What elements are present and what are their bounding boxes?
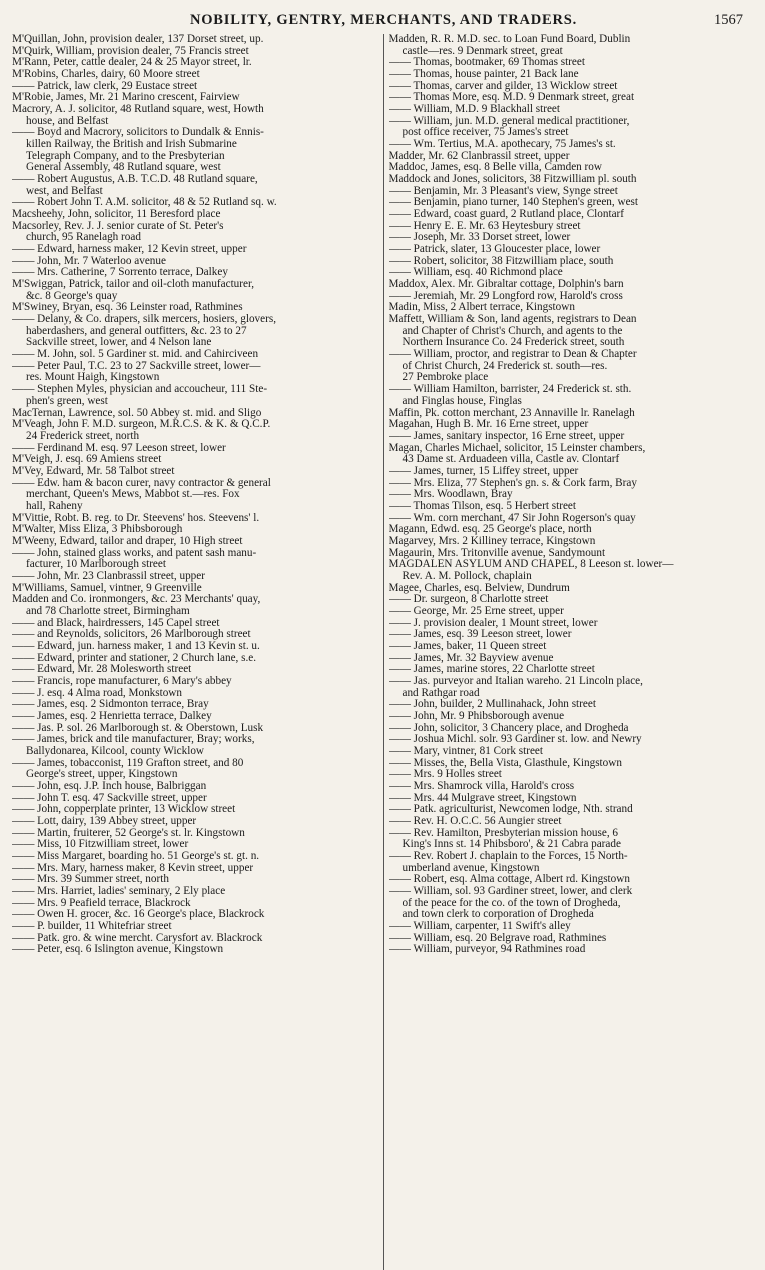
entry-line: —— Patrick, law clerk, 29 Eustace street: [12, 80, 198, 92]
directory-entry: [12, 944, 379, 956]
entry-line: —— Martin, fruiterer, 52 George's st. lr. Kingstown: [12, 827, 245, 839]
entry-line: —— Jeremiah, Mr. 29 Longford row, Harold's cross: [388, 290, 623, 302]
entry-line: —— Mrs. 9 Holles street: [388, 769, 502, 781]
directory-entry: [12, 524, 379, 536]
directory-entry: [12, 349, 379, 361]
entry-line: —— Misses, the, Bella Vista, Glasthule, Kingstown: [388, 757, 622, 769]
entry-line: —— Mrs. Eliza, 77 Stephen's gn. s. & Cork farm, Bray: [388, 477, 637, 489]
entry-line: —— Lott, dairy, 139 Abbey street, upper: [12, 816, 197, 828]
directory-entry: [389, 244, 756, 256]
entry-line: —— Dr. surgeon, 8 Charlotte street: [388, 594, 549, 606]
entry-line: —— Ferdinand M. esq. 97 Leeson street, lower: [12, 442, 226, 454]
entry-line: —— Peter, esq. 6 Islington avenue, Kingstown: [12, 944, 224, 956]
directory-entry: [12, 513, 379, 525]
entry-line: Magahan, Hugh B. Mr. 16 Erne street, upper: [388, 419, 589, 431]
directory-entry: [12, 921, 379, 933]
entry-line: —— Edward, coast guard, 2 Rutland place, Clontarf: [388, 209, 624, 221]
directory-entry: [12, 653, 379, 665]
right-column: [383, 34, 756, 1270]
directory-entry: [389, 478, 756, 490]
directory-entry: [389, 769, 756, 781]
entry-line: —— John, copperplate printer, 13 Wicklow street: [12, 804, 236, 816]
entry-line: M'Veagh, John F. M.D. surgeon, M.R.C.S. & K. & Q.C.P.: [12, 419, 271, 431]
entry-line: M'Swiney, Bryan, esq. 36 Leinster road, Rathmines: [12, 302, 243, 314]
directory-entry: [389, 116, 756, 139]
directory-entry: [12, 711, 379, 723]
entry-line: —— John, stained glass works, and patent sash manu-: [12, 547, 257, 559]
directory-entry: [12, 244, 379, 256]
directory-entry: [12, 781, 379, 793]
directory-entry: [12, 851, 379, 863]
directory-entry: [389, 302, 756, 314]
entry-line: —— Miss, 10 Fitzwilliam street, lower: [12, 839, 189, 851]
entry-line: —— and Reynolds, solicitors, 26 Marlborough street: [12, 629, 251, 641]
entry-line: —— James, marine stores, 22 Charlotte street: [388, 664, 595, 676]
entry-continuation-line: 27 Pembroke place: [402, 372, 489, 384]
directory-entry: [12, 384, 379, 407]
entry-line: Maddock and Jones, solicitors, 38 Fitzwilliam pl. south: [388, 174, 637, 186]
directory-entry: [12, 478, 379, 513]
directory-entry: [12, 618, 379, 630]
entry-continuation-line: post office receiver, 75 James's street: [402, 127, 569, 139]
entry-line: —— Patk. gro. & wine mercht. Carysfort av. Blackrock: [12, 932, 263, 944]
entry-line: —— Thomas Tilson, esq. 5 Herbert street: [388, 500, 576, 512]
directory-entry: [12, 758, 379, 781]
entry-line: Maffett, William & Son, land agents, registrars to Dean: [388, 314, 637, 326]
entry-line: M'Quirk, William, provision dealer, 75 Francis street: [12, 45, 249, 57]
entry-line: —— Jas. P. sol. 26 Marlborough st. & Oberstown, Lusk: [12, 722, 264, 734]
entry-line: —— John, builder, 2 Mullinahack, John street: [388, 699, 596, 711]
entry-continuation-line: George's street, upper, Kingstown: [26, 769, 178, 781]
entry-line: MacTernan, Lawrence, sol. 50 Abbey st. mid. and Sligo: [12, 407, 262, 419]
entry-line: —— William, proctor, and registrar to Dean & Chapter: [388, 349, 637, 361]
directory-entry: [389, 594, 756, 606]
entry-line: M'Rann, Peter, cattle dealer, 24 & 25 Mayor street, lr.: [12, 57, 252, 69]
directory-entry: [12, 81, 379, 93]
entry-line: M'Walter, Miss Eliza, 3 Phibsborough: [12, 524, 183, 536]
page-title: NOBILITY, GENTRY, MERCHANTS, AND TRADERS.: [189, 11, 578, 28]
directory-entry: [12, 676, 379, 688]
entry-line: M'Robie, James, Mr. 21 Marino crescent, Fairview: [12, 92, 240, 104]
entry-line: M'Swiggan, Patrick, tailor and oil-cloth manufacturer,: [12, 279, 255, 291]
entry-line: —— Benjamin, Mr. 3 Pleasant's view, Synge street: [388, 185, 618, 197]
directory-entry: [389, 606, 756, 618]
entry-line: Magaurin, Mrs. Tritonville avenue, Sandymount: [388, 547, 606, 559]
entry-continuation-line: Rev. A. M. Pollock, chaplain: [402, 570, 532, 582]
entry-line: —— Mrs. Mary, harness maker, 8 Kevin street, upper: [12, 862, 254, 874]
directory-entry: [389, 34, 756, 57]
directory-entry: [389, 886, 756, 921]
directory-entry: [389, 431, 756, 443]
directory-entry: [389, 583, 756, 595]
directory-entry: [12, 69, 379, 81]
left-column: [12, 34, 383, 1270]
directory-entry: [389, 851, 756, 874]
entry-line: —— Joseph, Mr. 33 Dorset street, lower: [388, 232, 571, 244]
entry-line: —— Thomas, bootmaker, 69 Thomas street: [388, 57, 585, 69]
entry-line: Madden and Co. ironmongers, &c. 23 Merchants' quay,: [12, 594, 261, 606]
directory-entry: [389, 267, 756, 279]
entry-line: —— James, Mr. 32 Bayview avenue: [388, 652, 554, 664]
entry-line: —— Robert, esq. Alma cottage, Albert rd. Kingstown: [388, 874, 630, 886]
entry-continuation-line: Sackville street, lower, and 4 Nelson lane: [26, 337, 212, 349]
entry-continuation-line: 24 Frederick street, north: [26, 430, 140, 442]
entry-line: —— Mary, vintner, 81 Cork street: [388, 745, 543, 757]
directory-entry: [12, 734, 379, 757]
directory-entry: [389, 548, 756, 560]
entry-line: MAGDALEN ASYLUM AND CHAPEL, 8 Leeson st. lower—: [388, 559, 674, 571]
directory-entry: [12, 571, 379, 583]
directory-entry: [12, 898, 379, 910]
directory-entry: [12, 886, 379, 898]
directory-entry: [12, 454, 379, 466]
entry-line: —— James, tobacconist, 119 Grafton street, and 80: [12, 757, 244, 769]
entry-line: —— William Hamilton, barrister, 24 Frederick st. sth.: [388, 384, 632, 396]
entry-line: —— William, esq. 40 Richmond place: [388, 267, 563, 279]
entry-line: —— Wm. Tertius, M.A. apothecary, 75 James's st.: [388, 139, 616, 151]
entry-line: Magann, Edwd. esq. 25 George's place, north: [388, 524, 592, 536]
entry-continuation-line: house, and Belfast: [26, 115, 109, 127]
entry-line: —— John, Mr. 7 Waterloo avenue: [12, 255, 166, 267]
page-header: [12, 6, 755, 34]
directory-entry: [389, 524, 756, 536]
entry-line: Macrory, A. J. solicitor, 48 Rutland square, west, Howth: [12, 104, 264, 116]
directory-entry: [389, 664, 756, 676]
directory-entry: [12, 816, 379, 828]
directory-entry: [12, 839, 379, 851]
entry-line: —— James, sanitary inspector, 16 Erne street, upper: [388, 430, 625, 442]
directory-entry: [389, 419, 756, 431]
directory-entry: [389, 232, 756, 244]
directory-entry: [12, 221, 379, 244]
entry-line: —— John, solicitor, 3 Chancery place, and Drogheda: [388, 722, 629, 734]
entry-line: M'Weeny, Edward, tailor and draper, 10 High street: [12, 535, 243, 547]
entry-line: Maddoc, James, esq. 8 Belle villa, Camden row: [388, 162, 602, 174]
entry-line: —— John T. esq. 47 Sackville street, upper: [12, 792, 207, 804]
directory-entry: [389, 69, 756, 81]
directory-entry: [389, 723, 756, 735]
entry-line: —— John, Mr. 23 Clanbrassil street, upper: [12, 570, 205, 582]
directory-entry: [389, 466, 756, 478]
entry-line: —— William, purveyor, 94 Rathmines road: [388, 944, 586, 956]
entry-line: Madden, R. R. M.D. sec. to Loan Fund Board, Dublin: [388, 34, 631, 45]
entry-line: —— Jas. purveyor and Italian wareho. 21 Lincoln place,: [388, 675, 643, 687]
entry-line: —— William, sol. 93 Gardiner street, lower, and clerk: [388, 886, 633, 898]
entry-line: —— Patrick, slater, 13 Gloucester place, lower: [388, 244, 601, 256]
directory-entry: [389, 221, 756, 233]
entry-continuation-line: phen's green, west: [26, 395, 108, 407]
directory-entry: [389, 501, 756, 513]
entry-line: —— Owen H. grocer, &c. 16 George's place, Blackrock: [12, 909, 265, 921]
entry-line: M'Quillan, John, provision dealer, 137 Dorset street, up.: [12, 34, 264, 45]
entry-line: M'Vey, Edward, Mr. 58 Talbot street: [12, 465, 175, 477]
entry-line: M'Veigh, J. esq. 69 Amiens street: [12, 454, 162, 466]
directory-entry: [12, 104, 379, 127]
entry-line: M'Williams, Samuel, vintner, 9 Greenville: [12, 582, 202, 594]
directory-entry: [389, 489, 756, 501]
directory-entry: [12, 909, 379, 921]
directory-entry: [12, 688, 379, 700]
directory-entry: [389, 559, 756, 582]
entry-line: —— Mrs. Catherine, 7 Sorrento terrace, Dalkey: [12, 267, 228, 279]
entry-line: —— Wm. corn merchant, 47 Sir John Rogerson's quay: [388, 512, 636, 524]
directory-entry: [389, 699, 756, 711]
entry-line: —— Thomas More, esq. M.D. 9 Denmark street, great: [388, 92, 635, 104]
entry-line: —— Benjamin, piano turner, 140 Stephen's green, west: [388, 197, 639, 209]
directory-entry: [12, 57, 379, 69]
directory-entry: [389, 349, 756, 384]
directory-entry: [389, 536, 756, 548]
directory-entry: [389, 209, 756, 221]
entry-line: —— William, esq. 20 Belgrave road, Rathmines: [388, 932, 607, 944]
entry-line: Madin, Miss, 2 Albert terrace, Kingstown: [388, 302, 575, 314]
directory-entry: [12, 699, 379, 711]
entry-line: —— James, brick and tile manufacturer, Bray; works,: [12, 734, 255, 746]
entry-line: Magan, Charles Michael, solicitor, 15 Leinster chambers,: [388, 442, 646, 454]
directory-entry: [12, 92, 379, 104]
entry-line: —— Mrs. Woodlawn, Bray: [388, 489, 513, 501]
entry-continuation-line: and 78 Charlotte street, Birmingham: [26, 605, 190, 617]
entry-line: —— John, esq. J.P. Inch house, Balbriggan: [12, 781, 207, 792]
directory-entry: [389, 933, 756, 945]
entry-line: —— Francis, rope manufacturer, 6 Mary's abbey: [12, 675, 232, 687]
directory-entry: [389, 758, 756, 770]
directory-entry: [12, 594, 379, 617]
directory-entry: [12, 793, 379, 805]
entry-line: —— Rev. H. O.C.C. 56 Aungier street: [388, 816, 562, 828]
entry-line: —— Mrs. Harriet, ladies' seminary, 2 Ely place: [12, 886, 226, 898]
entry-continuation-line: castle—res. 9 Denmark street, great: [402, 45, 563, 57]
directory-entry: [12, 933, 379, 945]
directory-entry: [389, 279, 756, 291]
entry-line: —— John, Mr. 9 Phibsborough avenue: [388, 710, 565, 722]
entry-continuation-line: hall, Raheny: [26, 500, 83, 512]
directory-entry: [12, 723, 379, 735]
entry-line: Maffin, Pk. cotton merchant, 23 Annaville lr. Ranelagh: [388, 407, 635, 419]
entry-continuation-line: west, and Belfast: [26, 185, 103, 197]
directory-entry: [12, 256, 379, 268]
entry-continuation-line: &c. 8 George's quay: [26, 290, 118, 302]
directory-entry: [389, 81, 756, 93]
directory-entry: [389, 793, 756, 805]
entry-line: —— William, carpenter, 11 Swift's alley: [388, 921, 571, 933]
entry-continuation-line: of Christ Church, 24 Frederick st. south—res.: [402, 360, 608, 372]
entry-line: —— Rev. Robert J. chaplain to the Forces, 15 North-: [388, 851, 628, 863]
directory-entry: [389, 618, 756, 630]
entry-line: —— Rev. Hamilton, Presbyterian mission house, 6: [388, 827, 619, 839]
directory-entry: [389, 104, 756, 116]
directory-entry: [12, 302, 379, 314]
directory-entry: [12, 583, 379, 595]
entry-continuation-line: Telegraph Company, and to the Presbyterian: [26, 150, 225, 162]
directory-entry: [389, 162, 756, 174]
entry-line: —— Robert John T. A.M. solicitor, 48 & 52 Rutland sq. w.: [12, 197, 277, 209]
entry-line: —— Delany, & Co. drapers, silk mercers, hosiers, glovers,: [12, 314, 276, 326]
directory-entry: [389, 641, 756, 653]
entry-continuation-line: facturer, 10 Marlborough street: [26, 559, 166, 571]
directory-entry: [12, 127, 379, 174]
directory-entry: [12, 419, 379, 442]
directory-entry: [12, 641, 379, 653]
entry-line: —— William, M.D. 9 Blackhall street: [388, 104, 560, 116]
directory-entry: [12, 629, 379, 641]
entry-line: —— Stephen Myles, physician and accoucheur, 111 Ste-: [12, 384, 268, 396]
entry-line: —— Joshua Michl. solr. 93 Gardiner st. low. and Newry: [388, 734, 642, 746]
entry-line: —— Thomas, carver and gilder, 13 Wicklow street: [388, 80, 618, 92]
directory-entry: [12, 804, 379, 816]
entry-line: —— Boyd and Macrory, solicitors to Dundalk & Ennis-: [12, 127, 264, 139]
entry-line: M'Vittie, Robt. B. reg. to Dr. Steevens' hos. Steevens' l.: [12, 512, 260, 524]
entry-continuation-line: and town clerk to corporation of Drogheda: [402, 909, 594, 921]
directory-entry: [12, 863, 379, 875]
directory-entry: [12, 828, 379, 840]
directory-entry: [389, 629, 756, 641]
entry-line: —— James, esq. 2 Sidmonton terrace, Bray: [12, 699, 209, 711]
directory-entry: [12, 466, 379, 478]
directory-entry: [12, 197, 379, 209]
directory-columns: [12, 34, 755, 1270]
entry-continuation-line: umberland avenue, Kingstown: [402, 862, 540, 874]
directory-entry: [12, 443, 379, 455]
entry-line: —— Mrs. 39 Summer street, north: [12, 874, 169, 886]
entry-line: —— Miss Margaret, boarding ho. 51 George's st. gt. n.: [12, 851, 260, 863]
directory-entry: [12, 46, 379, 58]
directory-entry: [12, 209, 379, 221]
entry-line: —— James, baker, 11 Queen street: [388, 640, 547, 652]
entry-line: —— Mrs. 44 Mulgrave street, Kingstown: [388, 792, 577, 804]
entry-continuation-line: church, 95 Ranelagh road: [26, 232, 141, 244]
entry-line: —— James, turner, 15 Liffey street, upper: [388, 465, 579, 477]
directory-entry: [389, 781, 756, 793]
entry-continuation-line: General Assembly, 48 Rutland square, west: [26, 162, 221, 174]
directory-entry: [389, 804, 756, 816]
entry-continuation-line: Ballydonarea, Kilcool, county Wicklow: [26, 745, 204, 757]
entry-line: Macsorley, Rev. J. J. senior curate of St. Peter's: [12, 220, 224, 232]
directory-entry: [389, 408, 756, 420]
entry-continuation-line: of the peace for the co. of the town of Drogheda,: [402, 897, 621, 909]
entry-line: —— Robert, solicitor, 38 Fitzwilliam place, south: [388, 255, 614, 267]
directory-entry: [389, 139, 756, 151]
entry-line: —— Patk. agriculturist, Newcomen lodge, Nth. strand: [388, 804, 633, 816]
entry-line: —— Edw. ham & bacon curer, navy contractor & general: [12, 477, 271, 489]
directory-entry: [389, 921, 756, 933]
directory-entry: [389, 443, 756, 466]
directory-entry: [389, 828, 756, 851]
directory-entry: [389, 57, 756, 69]
entry-line: —— James, esq. 2 Henrietta terrace, Dalkey: [12, 710, 212, 722]
entry-continuation-line: and Rathgar road: [402, 687, 480, 699]
entry-line: —— George, Mr. 25 Erne street, upper: [388, 605, 564, 617]
entry-continuation-line: haberdashers, and general outfitters, &c. 23 to 27: [26, 325, 247, 337]
entry-line: —— William, jun. M.D. general medical practitioner,: [388, 115, 630, 127]
entry-line: —— Henry E. E. Mr. 63 Heytesbury street: [388, 220, 581, 232]
entry-line: —— Thomas, house painter, 21 Back lane: [388, 69, 579, 81]
directory-entry: [389, 513, 756, 525]
entry-continuation-line: merchant, Queen's Mews, Mabbot st.—res. Fox: [26, 489, 240, 501]
entry-continuation-line: Northern Insurance Co. 24 Frederick street, south: [402, 337, 625, 349]
directory-entry: [389, 874, 756, 886]
directory-entry: [389, 734, 756, 746]
directory-entry: [389, 197, 756, 209]
entry-line: Maddox, Alex. Mr. Gibraltar cottage, Dolphin's barn: [388, 279, 624, 291]
directory-entry: [12, 874, 379, 886]
entry-line: —— Peter Paul, T.C. 23 to 27 Sackville street, lower—: [12, 360, 261, 372]
directory-entry: [389, 174, 756, 186]
entry-continuation-line: killen Railway, the British and Irish Submarine: [26, 139, 237, 151]
directory-entry: [12, 34, 379, 46]
directory-entry: [12, 174, 379, 197]
entry-line: —— Mrs. 9 Peafield terrace, Blackrock: [12, 897, 191, 909]
directory-entry: [389, 151, 756, 163]
entry-line: —— M. John, sol. 5 Gardiner st. mid. and Cahirciveen: [12, 349, 259, 361]
directory-entry: [389, 653, 756, 665]
entry-line: —— Edward, printer and stationer, 2 Church lane, s.e.: [12, 652, 257, 664]
directory-entry: [12, 279, 379, 302]
entry-line: Magee, Charles, esq. Belview, Dundrum: [388, 582, 570, 594]
entry-continuation-line: and Finglas house, Finglas: [402, 395, 522, 407]
entry-line: —— J. provision dealer, 1 Mount street, lower: [388, 617, 598, 629]
entry-line: —— Edward, harness maker, 12 Kevin street, upper: [12, 244, 247, 256]
entry-line: —— J. esq. 4 Alma road, Monkstown: [12, 687, 182, 699]
directory-entry: [389, 711, 756, 723]
directory-entry: [389, 92, 756, 104]
entry-line: Macsheehy, John, solicitor, 11 Beresford place: [12, 209, 221, 221]
directory-entry: [389, 746, 756, 758]
entry-continuation-line: and Chapter of Christ's Church, and agents to the: [402, 325, 623, 337]
directory-entry: [389, 944, 756, 956]
directory-entry: [12, 548, 379, 571]
directory-entry: [12, 361, 379, 384]
entry-line: —— Robert Augustus, A.B. T.C.D. 48 Rutland square,: [12, 174, 258, 186]
entry-line: —— James, esq. 39 Leeson street, lower: [388, 629, 572, 641]
entry-line: —— Mrs. Shamrock villa, Harold's cross: [388, 781, 575, 792]
entry-continuation-line: 43 Dame st. Arduadeen villa, Castle av. Clontarf: [402, 454, 620, 466]
entry-line: M'Robins, Charles, dairy, 60 Moore street: [12, 69, 200, 81]
directory-entry: [389, 384, 756, 407]
directory-entry: [389, 186, 756, 198]
entry-line: —— and Black, hairdressers, 145 Capel street: [12, 617, 220, 629]
directory-entry: [389, 676, 756, 699]
page-number: 1567: [714, 11, 743, 28]
directory-entry: [12, 314, 379, 349]
directory-entry: [12, 267, 379, 279]
directory-entry: [12, 664, 379, 676]
directory-entry: [12, 408, 379, 420]
entry-line: —— Edward, Mr. 28 Molesworth street: [12, 664, 192, 676]
entry-line: Magarvey, Mrs. 2 Killiney terrace, Kingstown: [388, 535, 596, 547]
directory-entry: [389, 291, 756, 303]
entry-continuation-line: res. Mount Haigh, Kingstown: [26, 372, 160, 384]
entry-continuation-line: King's Inns st. 14 Phibsboro', & 21 Cabra parade: [402, 839, 621, 851]
directory-entry: [389, 314, 756, 349]
entry-line: Madder, Mr. 62 Clanbrassil street, upper: [388, 150, 570, 162]
directory-entry: [389, 256, 756, 268]
directory-entry: [12, 536, 379, 548]
directory-entry: [389, 816, 756, 828]
entry-line: —— Edward, jun. harness maker, 1 and 13 Kevin st. u.: [12, 640, 260, 652]
entry-line: —— P. builder, 11 Whitefriar street: [12, 921, 172, 933]
